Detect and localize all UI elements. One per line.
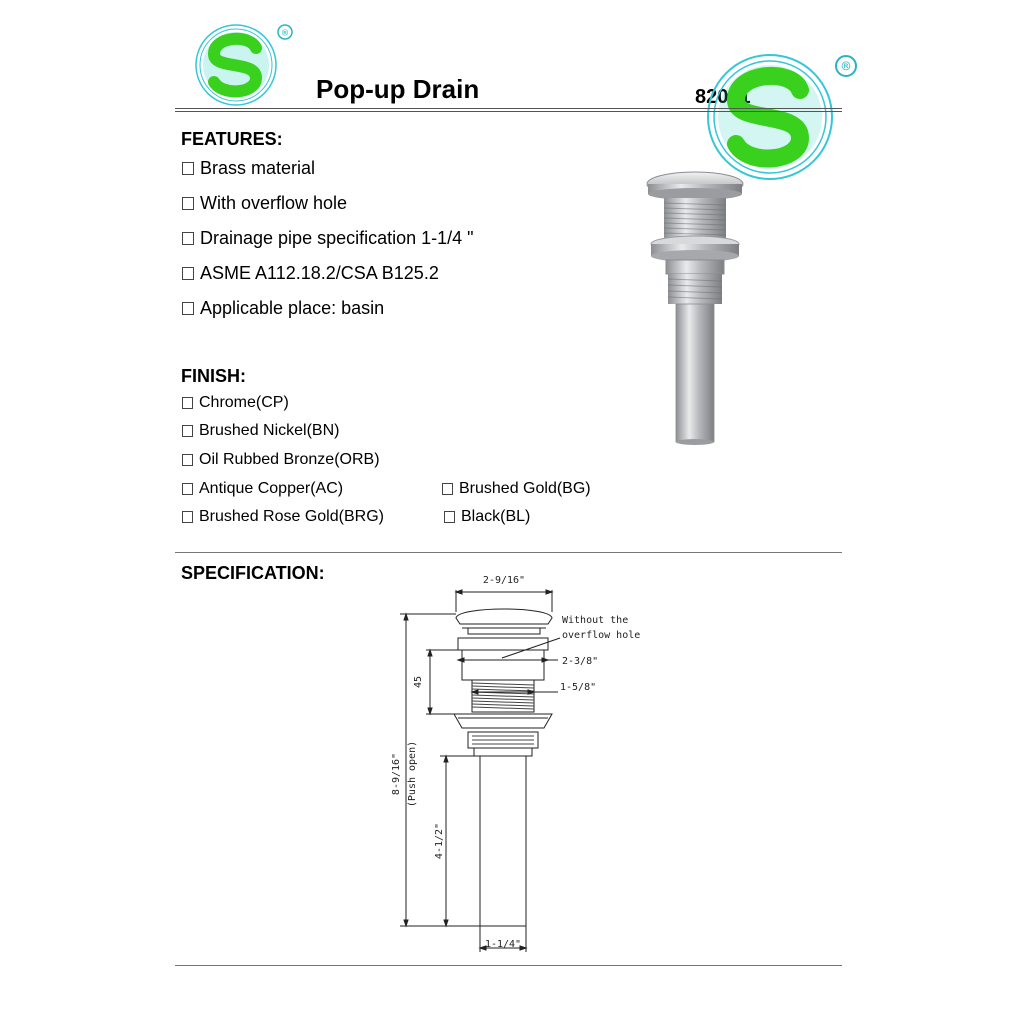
feature-label: Drainage pipe specification 1-1/4 " xyxy=(200,228,474,248)
feature-label: ASME A112.18.2/CSA B125.2 xyxy=(200,263,439,283)
page-title: Pop-up Drain xyxy=(316,74,480,104)
finish-label: Oil Rubbed Bronze(ORB) xyxy=(199,451,380,468)
bullet-box-icon xyxy=(182,483,193,495)
dim-thread-width: 1-5/8" xyxy=(560,682,597,693)
specification-heading: SPECIFICATION: xyxy=(181,563,325,583)
header-divider-second xyxy=(175,111,842,112)
finish-label: Brushed Nickel(BN) xyxy=(199,422,340,439)
finish-item xyxy=(182,422,339,440)
bullet-box-icon xyxy=(182,197,194,210)
footer-divider xyxy=(175,965,842,966)
finish-item xyxy=(182,480,343,498)
finish-item xyxy=(182,508,384,526)
bullet-box-icon xyxy=(182,267,194,280)
dim-note-line2: overflow hole xyxy=(562,630,641,641)
finish-label: Antique Copper(AC) xyxy=(199,480,344,497)
feature-item xyxy=(182,193,347,214)
bullet-box-icon xyxy=(182,302,194,315)
bullet-box-icon xyxy=(182,232,194,245)
finish-label: Brushed Rose Gold(BRG) xyxy=(199,508,384,525)
model-number: 82001 xyxy=(695,86,751,108)
technical-drawing xyxy=(380,568,660,960)
bullet-box-icon xyxy=(182,162,194,175)
feature-item xyxy=(182,228,474,249)
dim-tail-height: 4-1/2" xyxy=(434,822,445,860)
feature-label: With overflow hole xyxy=(200,193,348,213)
header-divider xyxy=(175,108,842,109)
dim-cap-width: 2-9/16" xyxy=(482,575,526,586)
features-heading: FEATURES: xyxy=(181,129,283,149)
watermark-registered-mark: ® xyxy=(841,59,851,75)
feature-item xyxy=(182,298,384,319)
bullet-box-icon xyxy=(182,454,193,466)
registered-mark: ® xyxy=(281,28,289,39)
finish-label: Brushed Gold(BG) xyxy=(459,480,591,497)
bullet-box-icon xyxy=(182,397,193,409)
dim-thread-height: 45 xyxy=(413,675,424,689)
product-photo xyxy=(640,168,750,448)
finish-item xyxy=(182,451,380,469)
bullet-box-icon xyxy=(182,425,193,437)
finish-label: Black(BL) xyxy=(461,508,531,525)
feature-item xyxy=(182,158,315,179)
dim-body-width: 2-3/8" xyxy=(562,656,599,667)
finish-heading: FINISH: xyxy=(181,366,246,386)
feature-item xyxy=(182,263,439,284)
finish-item xyxy=(444,508,530,526)
bullet-box-icon xyxy=(442,483,453,495)
dim-note-line1: Without the xyxy=(562,615,629,626)
dim-tail-width: 1-1/4" xyxy=(484,939,522,950)
watermark-logo xyxy=(700,50,860,180)
bullet-box-icon xyxy=(182,511,193,523)
dim-total-height: 8-9/16" xyxy=(391,752,402,796)
finish-label: Chrome(CP) xyxy=(199,394,289,411)
feature-label: Applicable place: basin xyxy=(200,298,385,318)
feature-label: Brass material xyxy=(200,158,316,178)
dim-total-note: (Push open) xyxy=(407,740,418,808)
finish-item xyxy=(182,394,289,412)
section-divider xyxy=(175,552,842,553)
finish-item xyxy=(442,480,591,498)
brand-logo xyxy=(190,20,300,110)
bullet-box-icon xyxy=(444,511,455,523)
